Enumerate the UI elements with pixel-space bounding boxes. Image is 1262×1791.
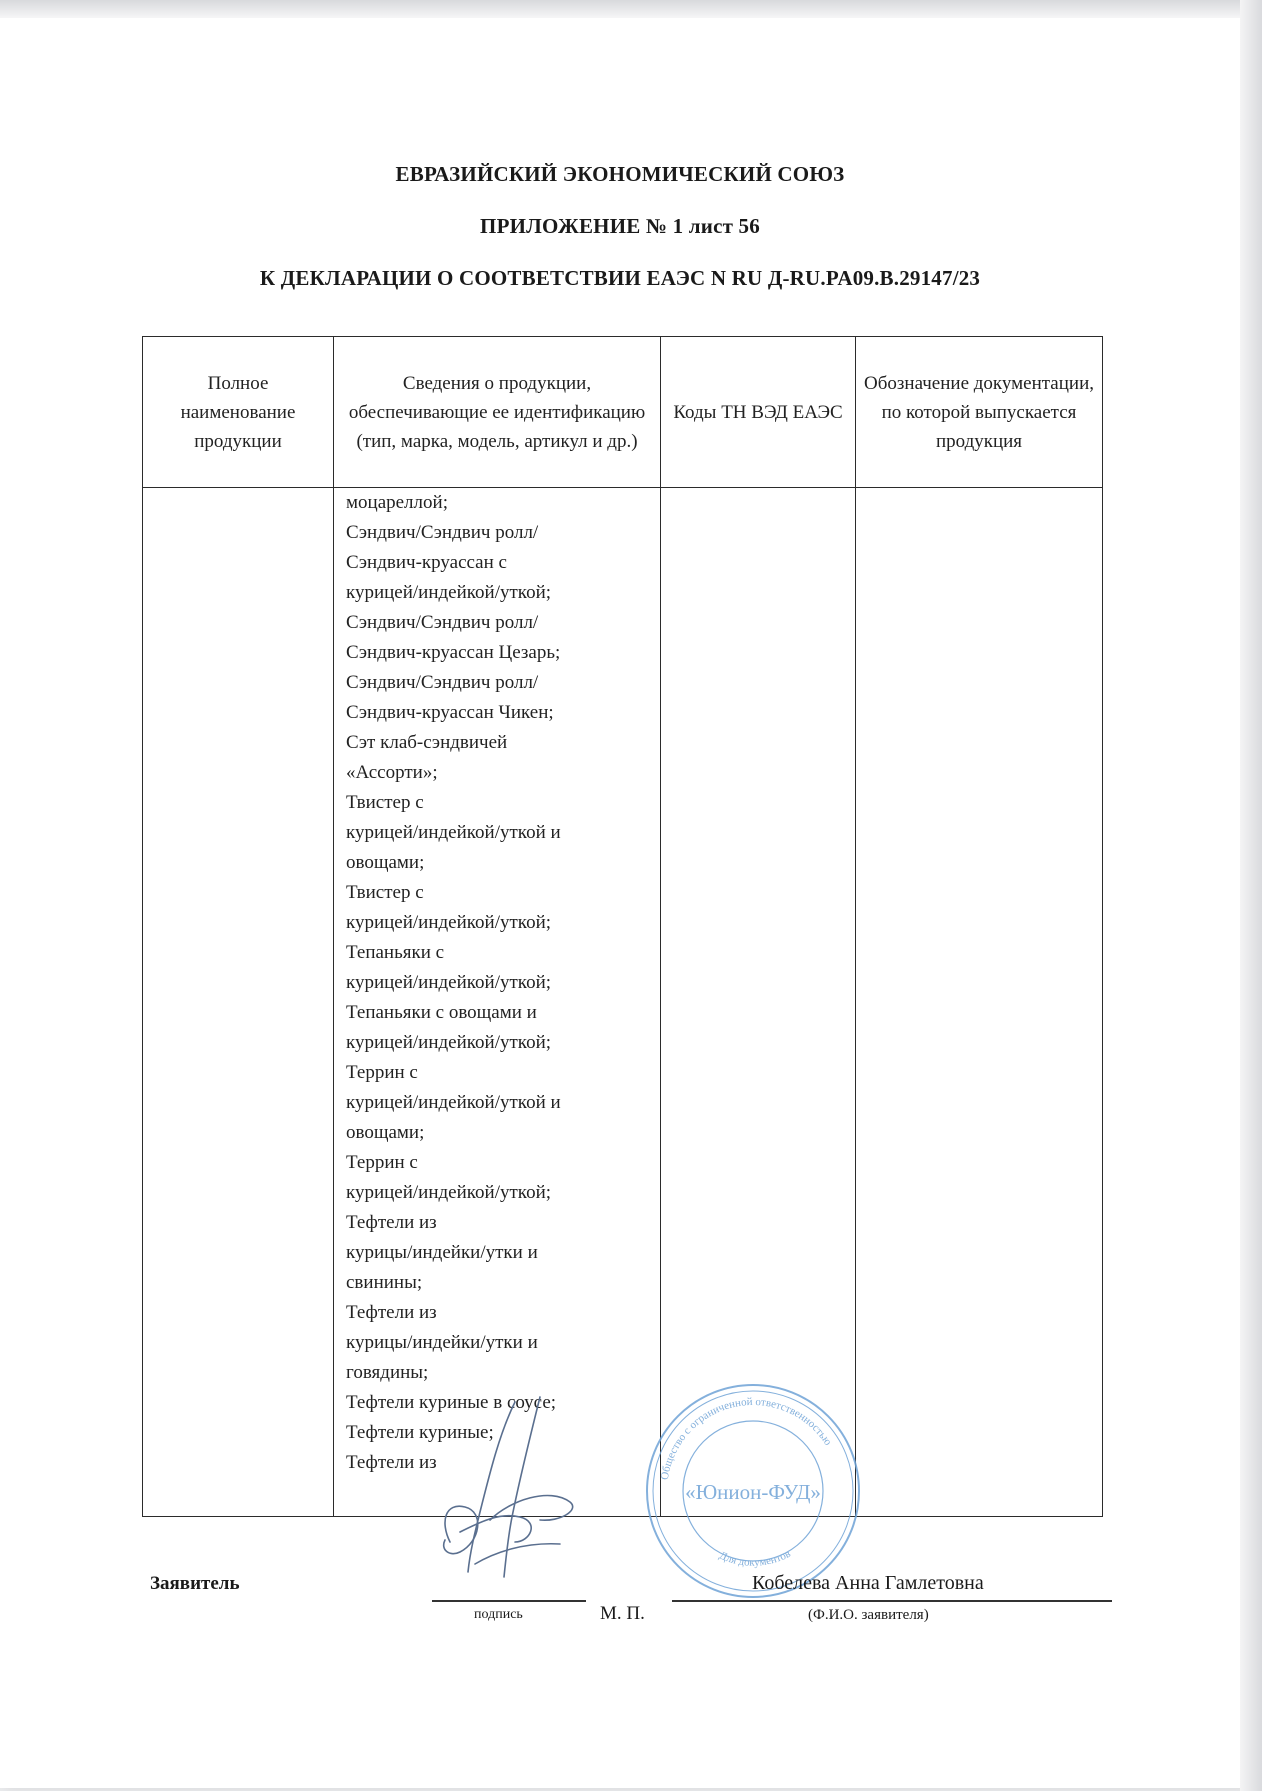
list-item: Тефтели куриные в соусе; xyxy=(346,1392,557,1413)
list-item: Сэндвич/Сэндвич ролл/ xyxy=(346,522,539,543)
list-item: Тефтели из xyxy=(346,1452,437,1473)
list-item: Тефтели из xyxy=(346,1212,437,1233)
cell-full-name xyxy=(143,488,334,1517)
header-documentation: Обозначение документации, по которой выпускается продукция xyxy=(856,337,1103,488)
list-item: овощами; xyxy=(346,1122,425,1143)
list-item: Сэт клаб-сэндвичей xyxy=(346,732,508,753)
list-item: курицы/индейки/утки и xyxy=(346,1332,538,1353)
list-item: Тефтели куриные; xyxy=(346,1422,494,1443)
header-full-name: Полное наименование продукции xyxy=(143,337,334,488)
header-product-info: Сведения о продукции, обеспечивающие ее идентификацию (тип, марка, модель, артикул и др.) xyxy=(334,337,661,488)
list-item: курицей/индейкой/уткой; xyxy=(346,1182,552,1203)
list-item: курицей/индейкой/уткой; xyxy=(346,972,552,993)
product-list xyxy=(334,488,660,1478)
header-hs-codes: Коды ТН ВЭД ЕАЭС xyxy=(661,337,856,488)
list-item: Тефтели из xyxy=(346,1302,437,1323)
list-item: Сэндвич/Сэндвич ролл/ xyxy=(346,612,539,633)
list-item: овощами; xyxy=(346,852,425,873)
list-item: свинины; xyxy=(346,1272,423,1293)
list-item: Террин с xyxy=(346,1152,418,1173)
name-line xyxy=(672,1600,1112,1602)
declaration-title: К ДЕКЛАРАЦИИ О СООТВЕТСТВИИ ЕАЭС N RU Д-RU.PA09.B.29147/23 xyxy=(259,266,981,290)
cell-product-info xyxy=(334,488,661,1517)
seal-ring-text: Общество с ограниченной ответственностью xyxy=(658,1395,834,1481)
union-title: ЕВРАЗИЙСКИЙ ЭКОНОМИЧЕСКИЙ СОЮЗ xyxy=(395,162,845,186)
scan-shadow-right xyxy=(1240,0,1262,1791)
handwritten-signature xyxy=(420,1392,590,1582)
list-item: Сэндвич-круассан Чикен; xyxy=(346,702,554,723)
seal-center-text: «Юнион-ФУД» xyxy=(685,1480,821,1504)
list-item: Тепаньяки с овощами и xyxy=(346,1002,537,1023)
company-seal xyxy=(642,1380,864,1602)
list-item: курицей/индейкой/уткой; xyxy=(346,1032,552,1053)
list-item: курицей/индейкой/уткой и xyxy=(346,1092,561,1113)
list-item: Сэндвич-круассан с xyxy=(346,552,507,573)
products-table xyxy=(142,336,1103,1517)
list-item: курицы/индейки/утки и xyxy=(346,1242,538,1263)
table-row xyxy=(143,488,1103,1517)
cell-hs-codes xyxy=(658,488,856,1517)
list-item: Сэндвич/Сэндвич ролл/ xyxy=(346,672,539,693)
list-item: говядины; xyxy=(346,1362,429,1383)
list-item: курицей/индейкой/уткой; xyxy=(346,912,552,933)
list-item: курицей/индейкой/уткой; xyxy=(346,582,552,603)
list-item: Террин с xyxy=(346,1062,418,1083)
list-item: Сэндвич-круассан Цезарь; xyxy=(346,642,561,663)
stamp-caption: М. П. xyxy=(600,1603,645,1624)
list-item: моцареллой; xyxy=(346,492,448,513)
cell-documentation xyxy=(856,488,1103,1517)
list-item: курицей/индейкой/уткой и xyxy=(346,822,561,843)
name-caption: (Ф.И.О. заявителя) xyxy=(808,1607,929,1623)
list-item: Твистер с xyxy=(346,792,424,813)
list-item: Твистер с xyxy=(346,882,424,903)
list-item: Тепаньяки с xyxy=(346,942,445,963)
list-item: «Ассорти»; xyxy=(346,762,438,783)
applicant-name: Кобелева Анна Гамлетовна xyxy=(752,1572,984,1594)
seal-bottom-text: Для документов xyxy=(717,1547,793,1569)
scan-shadow-top xyxy=(0,0,1262,18)
applicant-label: Заявитель xyxy=(150,1573,240,1594)
signature-caption: подпись xyxy=(474,1607,523,1622)
appendix-title: ПРИЛОЖЕНИЕ № 1 лист 56 xyxy=(480,214,760,238)
signature-line xyxy=(432,1600,586,1602)
table-header-row xyxy=(143,337,1103,488)
